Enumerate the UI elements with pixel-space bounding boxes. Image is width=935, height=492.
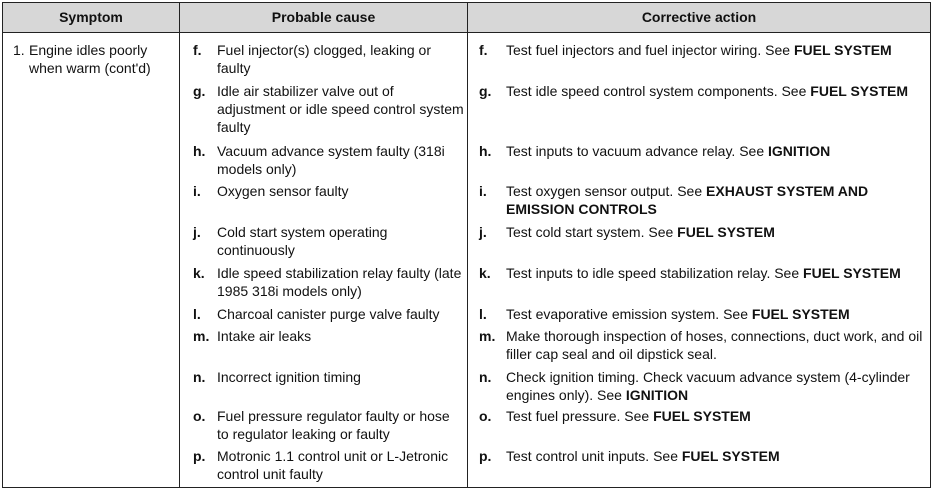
action-body: Test cold start system. See	[506, 224, 678, 240]
action-reference: FUEL SYSTEM	[681, 448, 780, 464]
cause-text: Idle air stabilizer valve out of adjustment or idle speed control system faulty	[217, 83, 464, 135]
action-letter: l.	[479, 306, 487, 322]
action-text	[506, 447, 926, 465]
action-reference: FUEL SYSTEM	[793, 42, 892, 58]
action-text	[506, 264, 926, 282]
action-body: Make thorough inspection of hoses, connections, duct work, and oil filler cap seal and oil dipstick seal.	[506, 328, 923, 362]
action-reference: EXHAUST SYSTEM AND EMISSION CONTROLS	[506, 183, 869, 217]
action-letter: m.	[479, 328, 496, 344]
cause-text: Vacuum advance system faulty (318i models only)	[217, 143, 445, 177]
action-text	[506, 182, 926, 218]
cause-text: Motronic 1.1 control unit or L-Jetronic control unit faulty	[217, 448, 449, 482]
action-body: Test fuel injectors and fuel injector wiring. See	[506, 42, 794, 58]
action-letter: g.	[479, 83, 492, 99]
symptom-number: 1.	[13, 42, 25, 58]
action-body: Test inputs to idle speed stabilization relay. See	[506, 265, 804, 281]
action-text	[506, 82, 926, 100]
action-text	[506, 223, 926, 241]
cause-text: Fuel pressure regulator faulty or hose to regulator leaking or faulty	[217, 408, 450, 442]
column-divider	[467, 3, 468, 487]
action-body: Test inputs to vacuum advance relay. See	[506, 143, 768, 159]
cause-text: Charcoal canister purge valve faulty	[217, 306, 440, 322]
action-letter: k.	[479, 265, 491, 281]
action-text	[506, 41, 926, 59]
action-reference: IGNITION	[768, 143, 831, 159]
column-divider	[179, 3, 180, 487]
cause-letter: o.	[193, 408, 206, 424]
action-body: Test idle speed control system components. See	[506, 83, 811, 99]
cause-letter: k.	[193, 265, 205, 281]
action-body: Check ignition timing. Check vacuum advance system (4-cylinder engines only). See	[506, 369, 910, 403]
cause-text: Idle speed stabilization relay faulty (late 1985 318i models only)	[217, 265, 462, 299]
header-probable-cause: Probable cause	[271, 9, 376, 25]
action-body: Test evaporative emission system. See	[506, 306, 752, 322]
cause-text: Oxygen sensor faulty	[217, 183, 349, 199]
symptom-text: Engine idles poorly when warm (cont'd)	[29, 42, 151, 76]
cause-letter: i.	[193, 183, 201, 199]
action-body: Test fuel pressure. See	[506, 408, 654, 424]
action-letter: n.	[479, 369, 492, 385]
action-body: Test oxygen sensor output. See	[506, 183, 707, 199]
action-text	[506, 327, 926, 363]
cause-text: Cold start system operating continuously	[217, 224, 388, 258]
cause-letter: j.	[193, 224, 201, 240]
header-corrective-action: Corrective action	[641, 9, 757, 25]
action-reference: FUEL SYSTEM	[810, 83, 909, 99]
header-symptom: Symptom	[59, 9, 123, 25]
cause-letter: m.	[193, 328, 210, 344]
action-reference: FUEL SYSTEM	[653, 408, 751, 424]
cause-letter: p.	[193, 448, 206, 464]
action-reference: FUEL SYSTEM	[803, 265, 901, 281]
action-text	[506, 368, 926, 404]
action-text	[506, 142, 926, 160]
cause-text: Intake air leaks	[217, 328, 312, 344]
action-reference: IGNITION	[625, 387, 689, 403]
action-letter: p.	[479, 448, 492, 464]
cause-text: Incorrect ignition timing	[217, 369, 361, 385]
action-letter: f.	[479, 42, 488, 58]
cause-letter: g.	[193, 83, 206, 99]
action-letter: o.	[479, 408, 492, 424]
cause-letter: h.	[193, 143, 206, 159]
action-reference: FUEL SYSTEM	[677, 224, 775, 240]
action-letter: j.	[479, 224, 487, 240]
action-text	[506, 407, 926, 425]
action-letter: i.	[479, 183, 487, 199]
action-body: Test control unit inputs. See	[506, 448, 682, 464]
cause-letter: n.	[193, 369, 206, 385]
cause-text: Fuel injector(s) clogged, leaking or faulty	[217, 42, 431, 76]
troubleshooting-table	[2, 2, 931, 488]
cause-letter: f.	[193, 42, 202, 58]
action-text	[506, 305, 926, 323]
cause-letter: l.	[193, 306, 201, 322]
action-letter: h.	[479, 143, 492, 159]
action-reference: FUEL SYSTEM	[751, 306, 850, 322]
